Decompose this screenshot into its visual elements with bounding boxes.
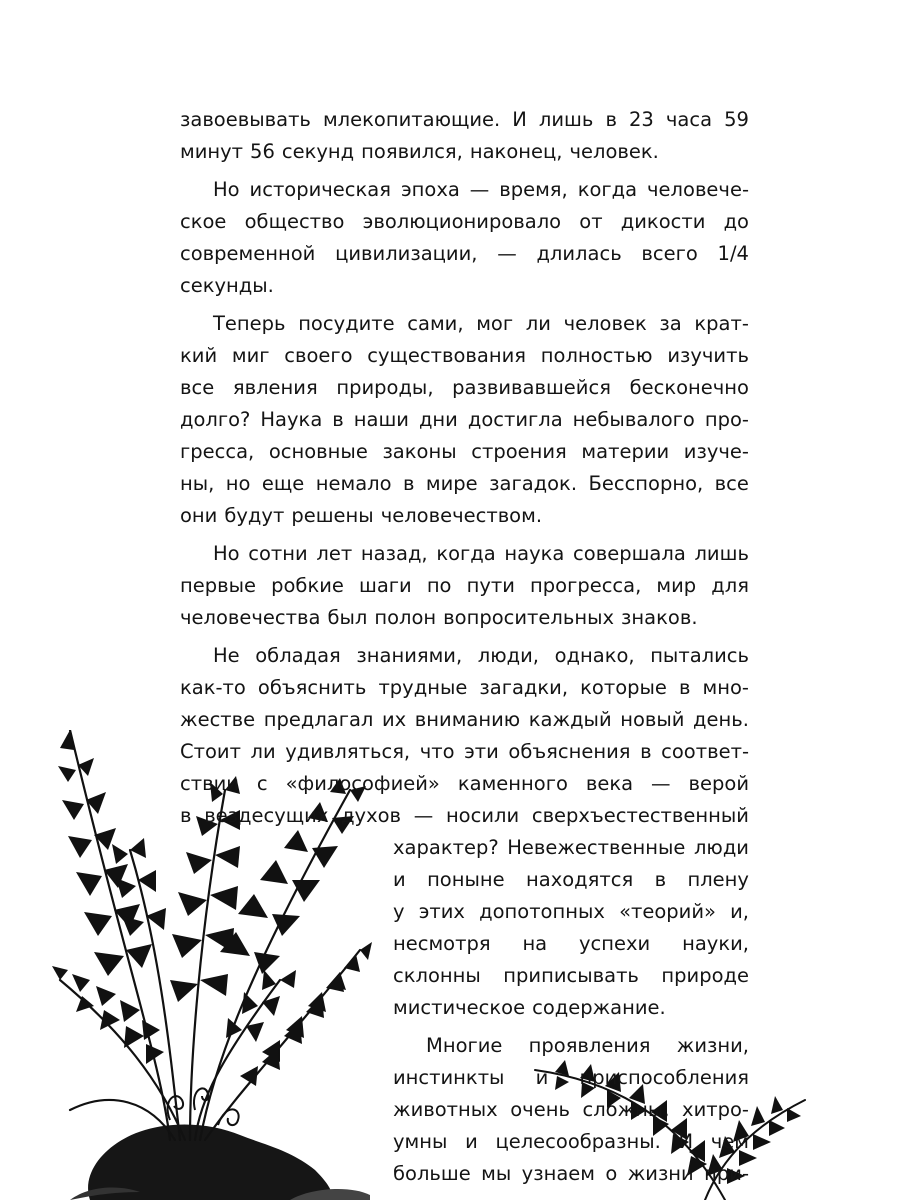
text-line: современной цивилизации, — длилась всего 1/4 — [180, 242, 749, 265]
text-line: ское общество эволюционировало от дикости до — [180, 210, 749, 233]
text-line: у этих допотопных «теорий» и, — [393, 900, 749, 923]
text-line: и поныне находятся в плену — [393, 868, 749, 891]
text-line: как-то объяснить трудные загадки, которые в мно- — [180, 676, 749, 699]
text-line: мистическое содержание. — [393, 996, 666, 1019]
text-line: умны и целесообразны. И чем — [393, 1130, 749, 1153]
text-line: несмотря на успехи науки, — [393, 932, 749, 955]
text-line: склонны приписывать природе — [393, 964, 749, 987]
text-line: секунды. — [180, 274, 274, 297]
text-line: ствии с «философией» каменного века — верой — [180, 772, 749, 795]
text-line: характер? Невежественные люди — [393, 836, 749, 859]
text-line: они будут решены человечеством. — [180, 504, 543, 527]
text-line: Стоит ли удивляться, что эти объяснения в соответ- — [180, 740, 749, 763]
text-line: Теперь посудите сами, мог ли человек за крат- — [213, 312, 749, 335]
text-line: в вездесущих духов — носили сверхъестественный — [180, 804, 749, 827]
text-line: кий миг своего существования полностью изучить — [180, 344, 749, 367]
text-line: Но историческая эпоха — время, когда человече- — [213, 178, 749, 201]
text-line: инстинкты и приспособления — [393, 1066, 749, 1089]
text-line: минут 56 секунд появился, наконец, человек. — [180, 140, 659, 163]
text-line: все явления природы, развивавшейся бесконечно — [180, 376, 749, 399]
text-line: Не обладая знаниями, люди, однако, пытались — [213, 644, 749, 667]
text-line: завоевывать млекопитающие. И лишь в 23 часа 59 — [180, 108, 749, 131]
text-line: жестве предлагал их вниманию каждый новый день. — [180, 708, 749, 731]
text-line: больше мы узнаем о жизни при- — [393, 1162, 749, 1185]
text-line: ны, но еще немало в мире загадок. Бесспорно, все — [180, 472, 749, 495]
text-line: человечества был полон вопросительных знаков. — [180, 606, 698, 629]
text-line: долго? Наука в наши дни достигла небывалого про- — [180, 408, 749, 431]
text-line: гресса, основные законы строения материи изуче- — [180, 440, 749, 463]
text-line: первые робкие шаги по пути прогресса, мир для — [180, 574, 749, 597]
text-line: Многие проявления жизни, — [426, 1034, 749, 1057]
text-line: Но сотни лет назад, когда наука совершала лишь — [213, 542, 749, 565]
text-line: животных очень сложны, хитро- — [393, 1098, 749, 1121]
